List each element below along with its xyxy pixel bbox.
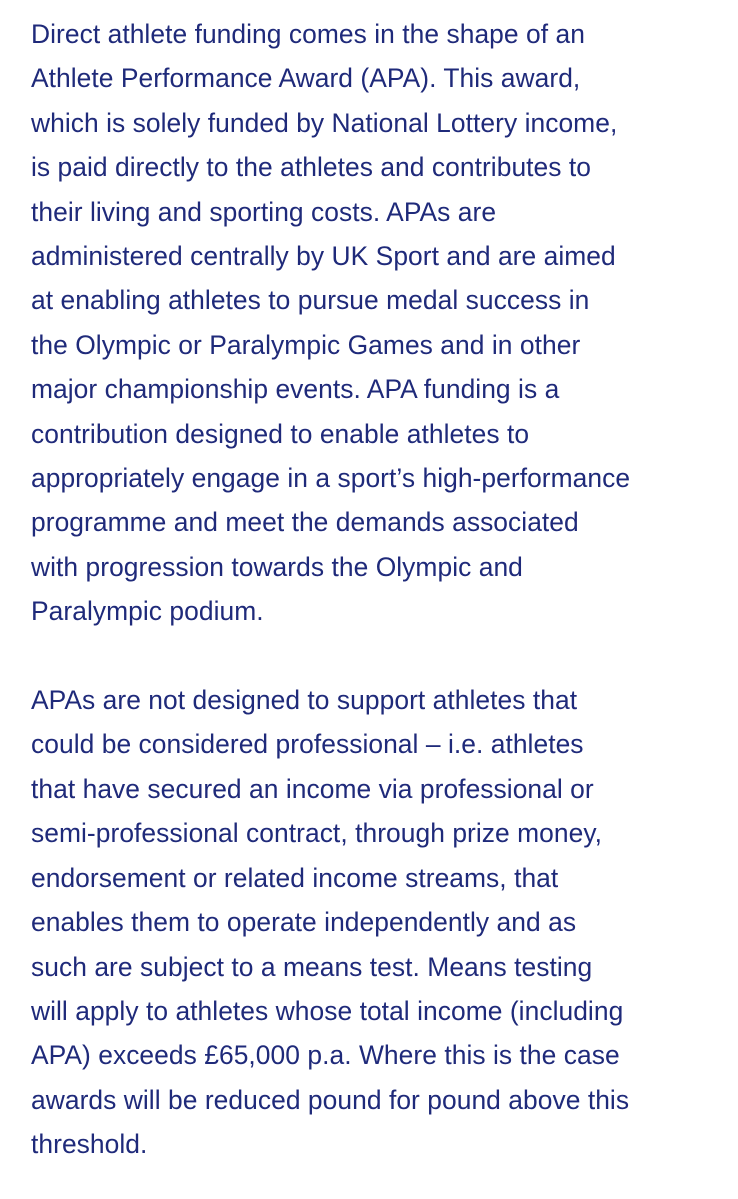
text-line: Paralympic podium. — [31, 596, 264, 627]
text-line: which is solely funded by National Lottery income, — [31, 107, 618, 138]
text-line: APAs are not designed to support athletes that — [31, 685, 578, 716]
document-body — [31, 12, 731, 1167]
text-line: the Olympic or Paralympic Games and in other — [31, 329, 581, 360]
text-line: is paid directly to the athletes and contributes to — [31, 152, 592, 183]
text-line: at enabling athletes to pursue medal success in — [31, 285, 590, 316]
text-line: major championship events. APA funding is a — [31, 374, 560, 405]
text-line: such are subject to a means test. Means testing — [31, 951, 593, 982]
paragraph-apa-overview — [31, 12, 731, 634]
text-line: will apply to athletes whose total income (including — [31, 995, 624, 1026]
text-line: their living and sporting costs. APAs are — [31, 196, 497, 227]
text-line: semi-professional contract, through prize money, — [31, 818, 603, 849]
text-line: that have secured an income via professional or — [31, 773, 594, 804]
text-line: Athlete Performance Award (APA). This award, — [31, 63, 581, 94]
text-line: awards will be reduced pound for pound above this — [31, 1084, 630, 1115]
text-line: administered centrally by UK Sport and are aimed — [31, 241, 616, 272]
text-line: Direct athlete funding comes in the shape of an — [31, 19, 585, 49]
text-line: endorsement or related income streams, that — [31, 862, 559, 893]
text-line: with progression towards the Olympic and — [31, 551, 523, 582]
paragraph-means-test — [31, 678, 731, 1166]
text-line: APA) exceeds £65,000 p.a. Where this is the case — [31, 1040, 620, 1071]
text-line: contribution designed to enable athletes to — [31, 418, 530, 449]
text-line: enables them to operate independently and as — [31, 907, 577, 938]
text-line: programme and meet the demands associated — [31, 507, 579, 538]
text-line: threshold. — [31, 1129, 148, 1160]
text-line: appropriately engage in a sport’s high-performance — [31, 463, 631, 494]
text-line: could be considered professional – i.e. athletes — [31, 729, 584, 760]
